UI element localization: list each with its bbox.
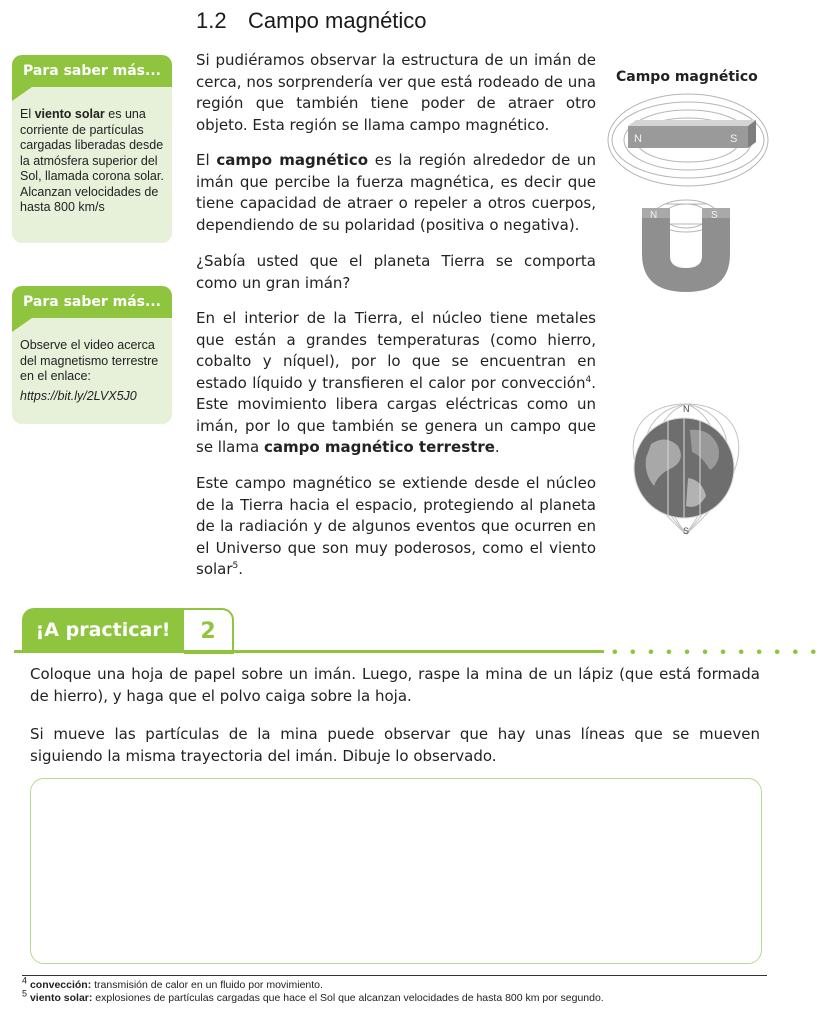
- bar-s-label: S: [730, 133, 738, 145]
- sidebar-tab-tail: [12, 318, 32, 332]
- practice-label: ¡A practicar!: [22, 608, 184, 652]
- footnote-text: explosiones de partículas cargadas que hace el Sol que alcanzan velocidades de hasta 800 km por segundo.: [95, 992, 604, 1004]
- practice-divider: [14, 650, 604, 653]
- term-campo-terrestre: campo magnético terrestre: [263, 438, 495, 456]
- section-heading: [196, 8, 427, 34]
- dotted-divider: • • • • • • • • • • • •: [612, 644, 820, 661]
- sidebar-term: viento solar: [34, 107, 105, 121]
- sidebar-box-label: Para saber más...: [12, 55, 172, 87]
- practice-number: 2: [184, 608, 234, 654]
- horseshoe-s-label: S: [711, 210, 718, 221]
- footnote-ref-4: 4: [585, 374, 592, 385]
- paragraph-2: El campo magnético es la región alrededor de un imán que percibe la fuerza magnética, es decir que tiene capacidad de atraer o repeler a otros cuerpos, dependiendo de su polaridad (positiva o negativa).: [196, 151, 596, 234]
- sidebar-box-video: [12, 286, 172, 424]
- sidebar-lead: El: [20, 107, 32, 121]
- footnote-5: $^5$ viento solar: explosiones de partículas cargadas que hace el Sol que alcanzan velocidades de hasta 800 km por segundo.: [22, 988, 604, 1004]
- section-number: 1.2: [196, 8, 227, 33]
- video-link[interactable]: https://bit.ly/2LVX5J0: [20, 388, 137, 403]
- footnote-4: $^4$ convección: transmisión de calor en un fluido por movimiento.: [22, 975, 323, 991]
- footnote-divider: [22, 975, 767, 976]
- earth-s-label: S: [683, 526, 690, 536]
- paragraph-1: Si pudiéramos observar la estructura de un imán de cerca, nos sorprendería ver que está rodeado de una región que también tiene poder de atraer otro objeto. Esta región se llama campo magnético.: [196, 51, 596, 134]
- sidebar-box-text: [20, 107, 170, 216]
- sidebar-box-solar-wind: [12, 55, 172, 243]
- footnote-ref-5: 5: [232, 561, 239, 571]
- horseshoe-magnet-figure: [636, 196, 736, 296]
- sidebar-box-label: Para saber más...: [12, 286, 172, 318]
- earth-field-figure: [606, 394, 766, 544]
- paragraph-5: Este campo magnético se extiende desde el núcleo de la Tierra hacia el espacio, protegiendo al planeta de la radiación y de algunos eventos que ocurren en el Universo que son muy poderosos, como el viento solar$^5$.: [196, 474, 596, 578]
- section-title: Campo magnético: [248, 8, 427, 33]
- bar-magnet-figure: [606, 96, 771, 191]
- practice-instruction-1: Coloque una hoja de papel sobre un imán. Luego, raspe la mina de un lápiz (que está formada de hierro), y haga que el polvo caiga sobre la hoja.: [30, 665, 760, 705]
- footnote-term: convección:: [29, 979, 92, 991]
- sidebar-tab-tail: [12, 87, 32, 101]
- practice-instruction-2: Si mueve las partículas de la mina puede observar que hay unas líneas que se mueven siguiendo la misma trayectoria del imán. Dibuje lo observado.: [30, 725, 760, 765]
- paragraph-3: ¿Sabía usted que el planeta Tierra se comporta como un gran imán?: [196, 252, 596, 292]
- footnote-term: viento solar:: [29, 992, 93, 1004]
- sidebar-video-text: Observe el video acerca del magnetismo terrestre en el enlace:: [20, 338, 159, 383]
- sidebar-box-text: [20, 338, 170, 404]
- earth-n-label: N: [683, 404, 690, 414]
- figure-title: Campo magnético: [616, 69, 758, 85]
- horseshoe-n-label: N: [650, 210, 658, 221]
- term-campo-magnetico: campo magnético: [216, 151, 369, 169]
- drawing-area[interactable]: [30, 778, 762, 964]
- paragraph-4: En el interior de la Tierra, el núcleo tiene metales que están a grandes temperaturas (como hierro, cobalto y níquel), por lo que se encuentran en estado líquido y transfieren el calor por convección$^4$. Este movimiento libera cargas eléctricas como un imán, por lo que también se genera un campo que se llama campo magnético terrestre.: [196, 309, 596, 456]
- footnote-text: transmisión de calor en un fluido por movimiento.: [94, 979, 323, 991]
- bar-n-label: N: [634, 133, 642, 145]
- sidebar-definition: es una corriente de partículas cargadas liberadas desde la atmósfera superior del Sol, llamada corona solar. Alcanzan velocidades de hasta 800 km/s: [20, 107, 164, 214]
